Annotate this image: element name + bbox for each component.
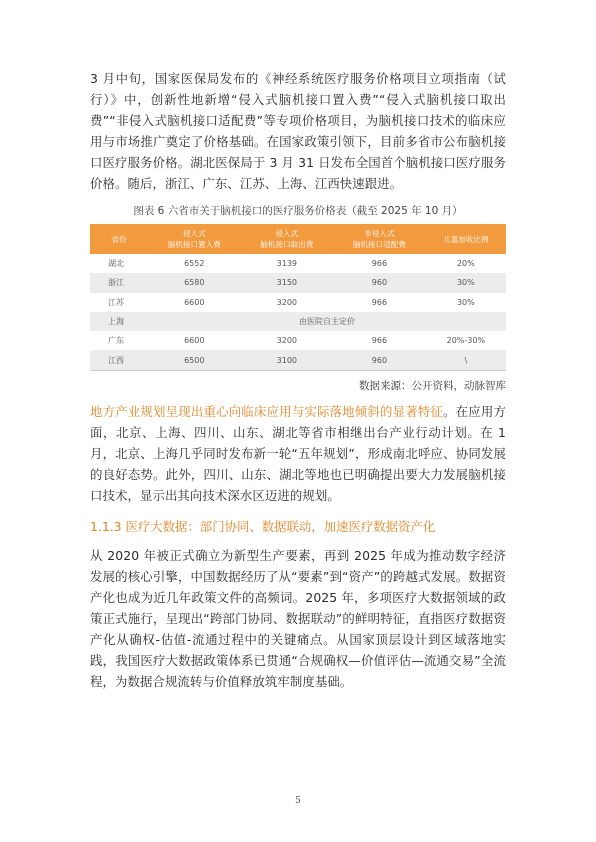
- header-removal-fee: 侵入式 脑机接口取出费: [241, 224, 334, 254]
- paragraph-text: 。在应用方面，北京、上海、四川、山东、湖北等省市相继出台产业行动计划。在 1 月，北京、上海几乎同时发布新一轮“五年规划”，形成南北呼应、协同发展的良好态势。此外，四川、山东、湖北等地也已明确提出要大力发展脑机接口技术，显示出其向技术深水区迈进的规划。: [90, 404, 506, 503]
- cell-implant-fee: 6600: [184, 336, 205, 346]
- cell-child-surcharge: 30%: [426, 273, 506, 292]
- cell-province: 湖北: [108, 259, 124, 269]
- paragraph-regional-planning: [90, 401, 506, 506]
- table-row: [90, 293, 506, 312]
- header-implant-fee: 侵入式 脑机接口置入费: [148, 224, 241, 254]
- cell-child-surcharge: 30%: [456, 297, 475, 307]
- cell-child-surcharge: 20%-30%: [446, 336, 486, 346]
- header-adapt-fee: 非侵入式 脑机接口适配费: [333, 224, 426, 254]
- table-header-row: [90, 224, 506, 254]
- cell-removal-fee: 3200: [276, 297, 298, 307]
- price-table: [90, 224, 506, 371]
- section-heading: 1.1.3 医疗大数据：部门协同、数据联动，加速医疗数据资产化: [90, 519, 436, 534]
- cell-child-surcharge: 20%: [456, 259, 475, 269]
- cell-implant-fee: 6600: [184, 297, 205, 307]
- table-row: [90, 273, 506, 292]
- cell-province: 浙江: [90, 273, 148, 292]
- cell-removal-fee: 3200: [276, 336, 298, 346]
- table-row: [90, 312, 506, 331]
- cell-province: 江西: [90, 350, 148, 370]
- table-body: [90, 254, 506, 370]
- cell-adapt-fee: 960: [333, 350, 426, 370]
- header-province: 省份: [90, 224, 148, 254]
- cell-province: 江苏: [108, 297, 124, 307]
- data-source: 数据来源：公开资料，动脉智库: [359, 380, 506, 392]
- cell-implant-fee: 6500: [148, 350, 241, 370]
- table-row: [90, 331, 506, 350]
- cell-implant-fee: 6552: [184, 259, 205, 269]
- cell-child-surcharge: \: [426, 350, 506, 370]
- cell-adapt-fee: 960: [333, 273, 426, 292]
- table-caption: 图表 6 六省市关于脑机接口的医疗服务价格表（截至 2025 年 10 月）: [133, 205, 463, 217]
- cell-implant-fee: 6580: [148, 273, 241, 292]
- cell-removal-fee: 3150: [241, 273, 334, 292]
- cell-adapt-fee: 966: [371, 259, 388, 269]
- table-row: [90, 254, 506, 273]
- cell-adapt-fee: 966: [371, 336, 388, 346]
- page-number: 5: [295, 796, 301, 806]
- cell-province: 广东: [108, 336, 124, 346]
- paragraph-bci-pricing: 3 月中旬，国家医保局发布的《神经系统医疗服务价格项目立项指南（试行）》中，创新性地新增“侵入式脑机接口置入费”“侵入式脑机接口取出费”“非侵入式脑机接口适配费”等专项价格项目，为脑机接口技术的临床应用与市场推广奠定了价格基础。在国家政策引领下，目前多省市公布脑机接口医疗服务价格。湖北医保局于 3 月 31 日发布全国首个脑机接口医疗服务价格。随后，浙江、广东、江苏、上海、江西快速跟进。: [90, 71, 506, 191]
- cell-merged: 由医院自主定价: [148, 312, 506, 331]
- table-row: [90, 350, 506, 370]
- cell-removal-fee: 3139: [276, 259, 298, 269]
- cell-removal-fee: 3100: [241, 350, 334, 370]
- highlight-text: 地方产业规划呈现出重心向临床应用与实际落地倾斜的显著特征: [90, 404, 444, 419]
- cell-adapt-fee: 966: [371, 297, 388, 307]
- cell-province: 上海: [90, 312, 148, 331]
- paragraph-medical-big-data: 从 2020 年被正式确立为新型生产要素，再到 2025 年成为推动数字经济发展的核心引擎，中国数据经历了从“要素”到“资产”的跨越式发展。数据资产化也成为近几年政策文件的高频词。2025 年，多项医疗大数据领域的政策正式施行，呈现出“跨部门协同、数据联动”的鲜明特征，直指医疗数据资产化从确权-估值-流通过程中的关键痛点。从国家顶层设计到区域落地实践，我国医疗大数据政策体系已贯通“合规确权—价值评估—流通交易”全流程，为数据合规流转与价值释放筑牢制度基础。: [90, 548, 506, 689]
- header-child-surcharge: 儿童加收比例: [426, 224, 506, 254]
